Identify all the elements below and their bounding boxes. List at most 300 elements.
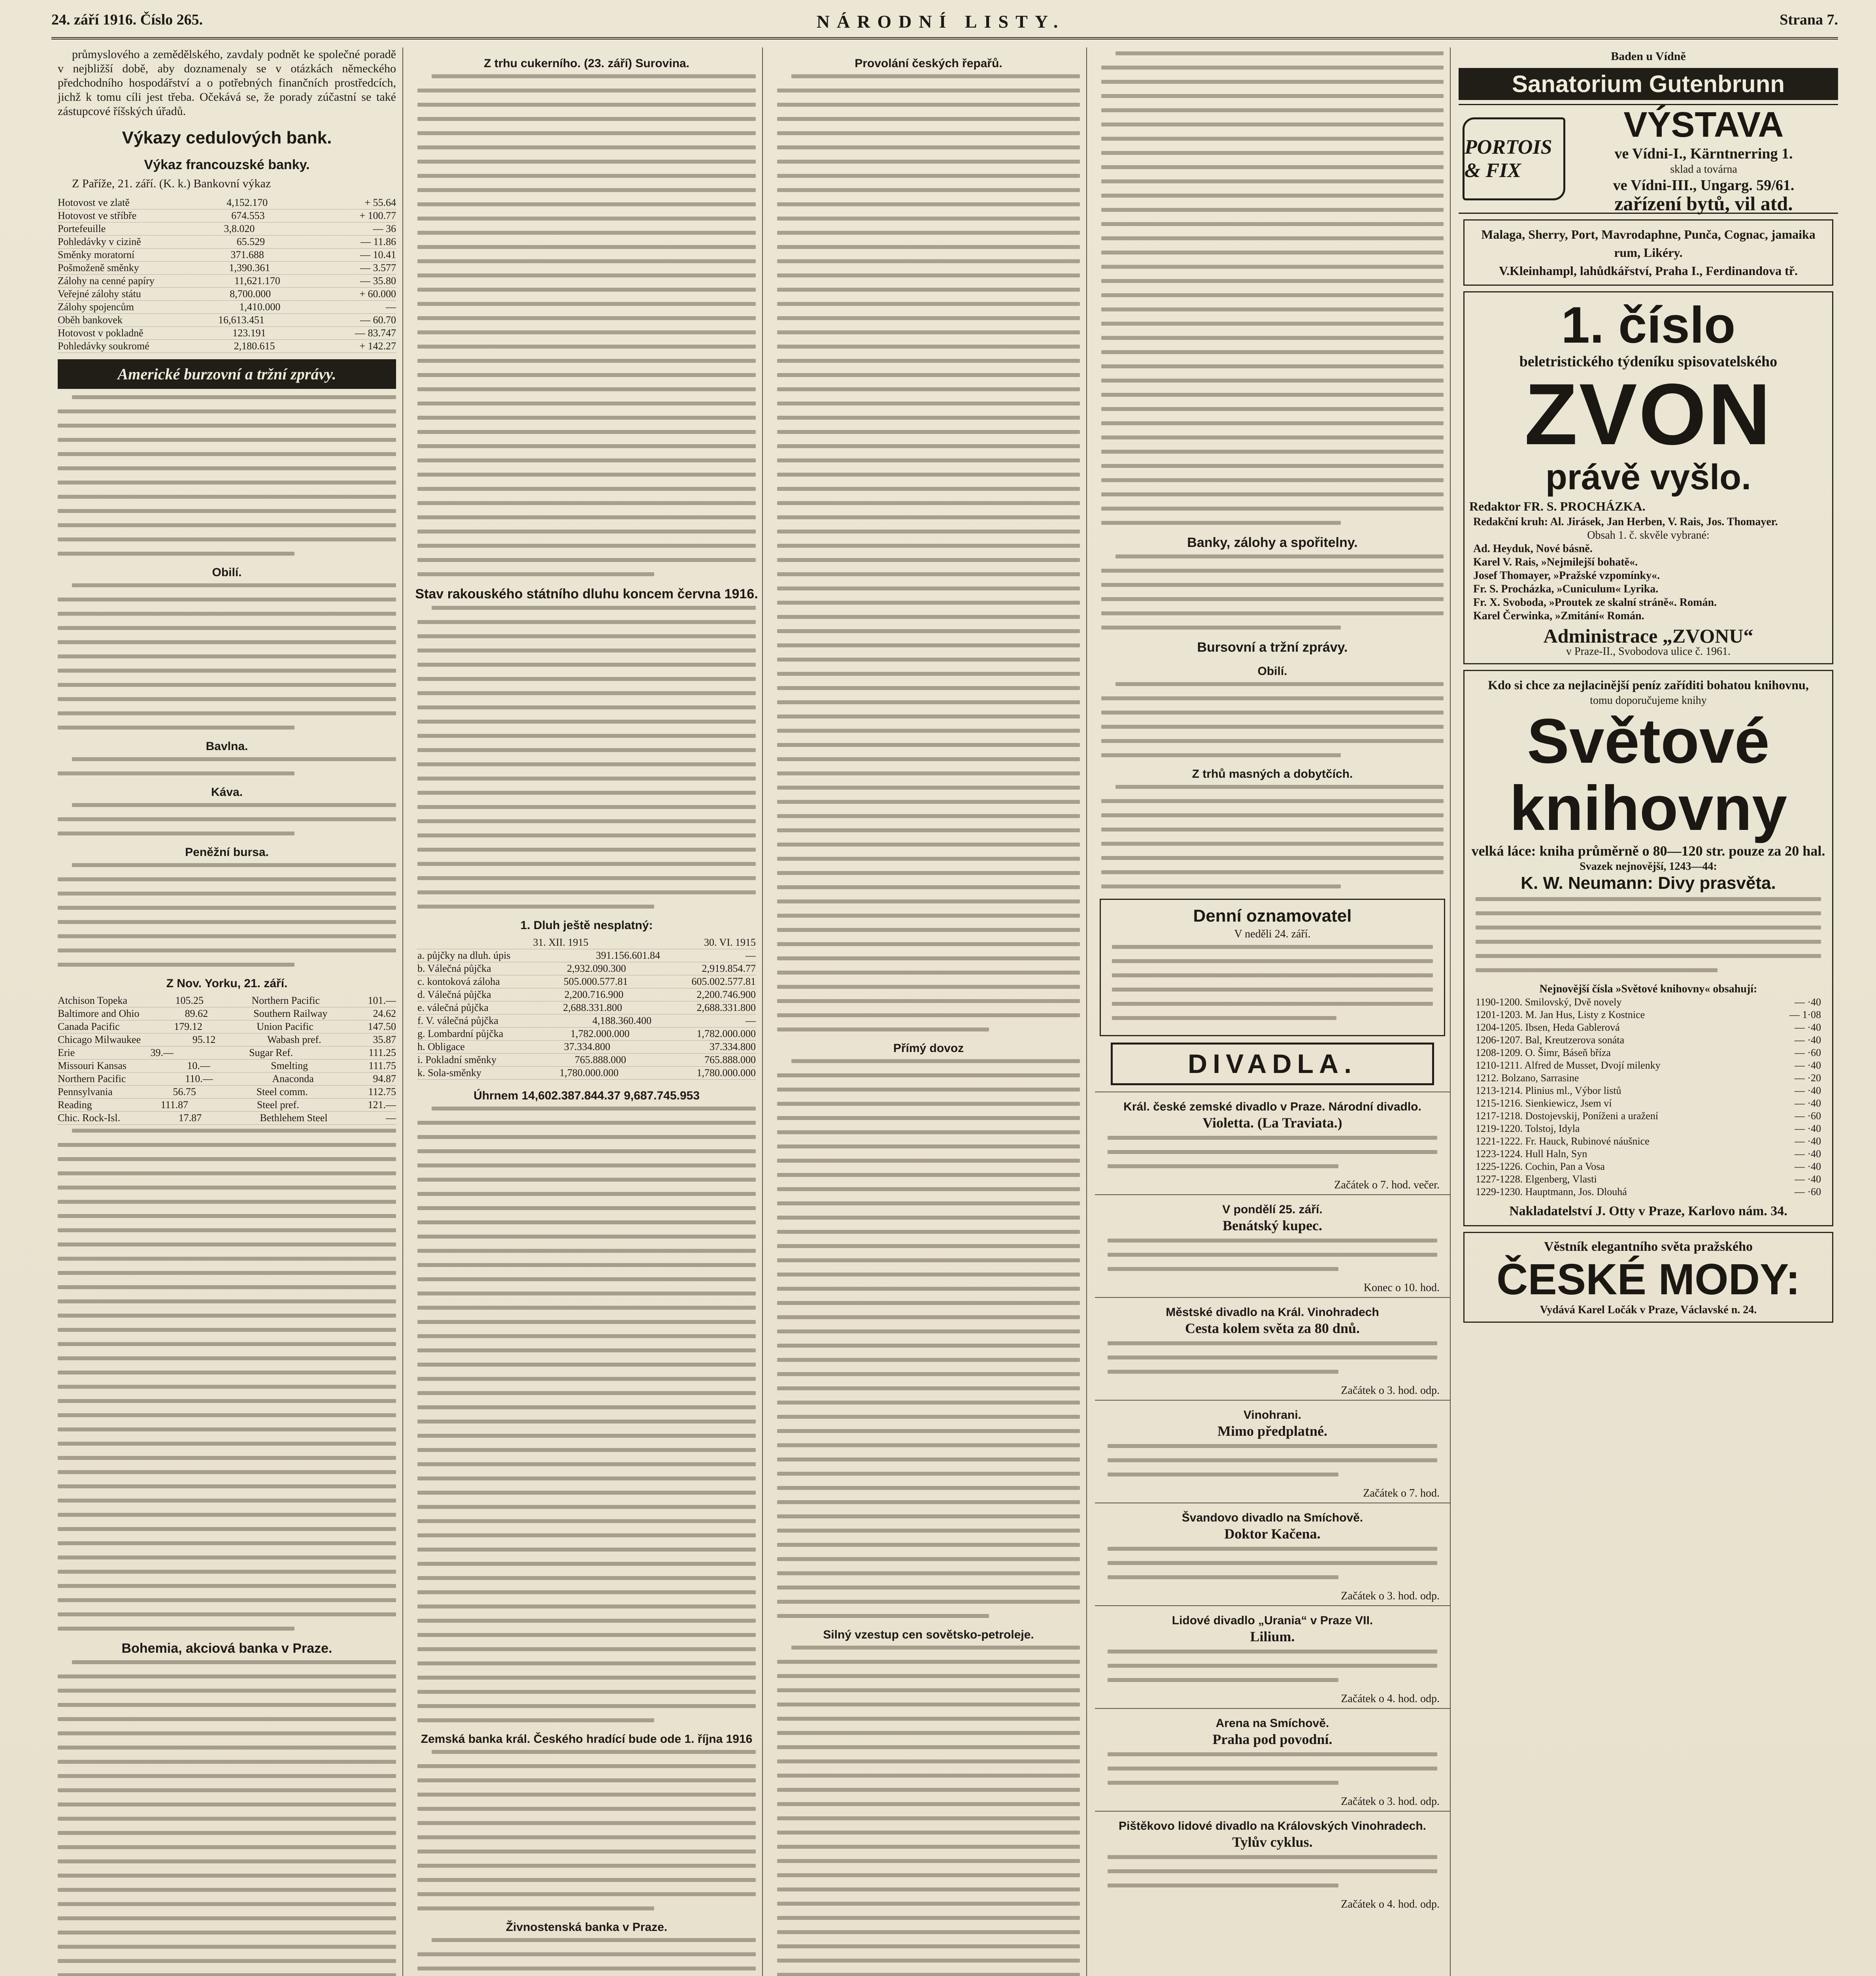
theatre-entry [1095,1297,1450,1400]
theatre-play: Cesta kolem světa za 80 dnů. [1185,1320,1360,1336]
table-cell: Chicago Milwaukee [58,1034,141,1045]
obsah-label: Obsah 1. č. skvěle vybrané: [1587,529,1710,541]
table-cell: Hotovost ve zlatě [58,197,130,208]
table-cell: — 3.577 [360,262,396,273]
column-3 [771,47,1087,1976]
table-cell: 147.50 [368,1021,396,1032]
table-cell: 121.— [368,1099,396,1111]
debt-row [417,1014,756,1028]
table-cell: Reading [58,1099,92,1111]
administrace: Administrace „ZVONU“ [1543,625,1753,647]
theatre-time: Konec o 10. hod. [1363,1282,1440,1294]
zvon-ad [1463,291,1833,664]
franc-row [58,249,396,262]
heading-stav-dluhu: Stav rakouského státního dluhu koncem června 1916. [415,586,758,601]
vystava-heading: VÝSTAVA [1623,105,1784,145]
debt-row [417,1054,756,1067]
heading-denni: Denní oznamovatel [1193,906,1352,926]
author-item: Fr. X. Svoboda, »Proutek ze skalní stráně«. Román. [1473,596,1717,609]
franc-row [58,236,396,249]
table-cell: 4,188.360.400 [592,1015,652,1026]
table-cell: k. Sola-směnky [417,1067,481,1079]
column-1 [51,47,403,1976]
theatre-name: Vinohrani. [1243,1408,1302,1422]
debt-header-row [417,936,756,949]
vystava-sub3: ve Vídni-III., Ungarg. 59/61. [1613,177,1795,194]
sanatorium-ad: Sanatorium Gutenbrunn [1459,68,1838,100]
table-cell: 605.002.577.81 [691,976,756,987]
table-cell: 65.529 [236,236,265,247]
table-cell: Portefeuille [58,223,106,234]
table-cell: — ·60 [1794,1110,1821,1122]
table-cell: + 142.27 [359,340,396,352]
table-cell: — ·40 [1794,1135,1821,1147]
table-cell: 1225-1226. Cochin, Pan a Vosa [1476,1161,1605,1172]
text-block [58,395,396,556]
table-cell: Northern Pacific [251,995,320,1006]
debt-row [417,1067,756,1080]
table-cell: Hotovost v pokladně [58,327,143,339]
theatre-time: Začátek o 4. hod. odp. [1341,1898,1440,1910]
table-cell: 35.87 [373,1034,396,1045]
ceske-mody-ad [1463,1232,1833,1323]
stocks-title: Z Nov. Yorku, 21. září. [166,977,288,990]
table-cell: 110.— [185,1073,213,1084]
book-item [1476,1046,1821,1059]
table-cell: Veřejné zálohy státu [58,288,141,300]
theatre-play: Praha pod povodní. [1212,1731,1332,1747]
table-cell: 2,200.716.900 [564,989,624,1000]
book-item [1476,1148,1821,1160]
table-cell: Missouri Kansas [58,1060,127,1071]
table-cell: 1213-1214. Plinius ml., Výbor listů [1476,1085,1621,1096]
table-cell: — [745,950,756,961]
author-item: Ad. Heyduk, Nové básně. [1473,543,1593,555]
book-item [1476,1059,1821,1072]
heading-trh-cukr: Z trhu cukerního. (23. září) Surovina. [483,57,690,70]
theatre-entry [1095,1092,1450,1194]
theatre-entry [1095,1811,1450,1914]
table-cell: 1223-1224. Hull Haln, Syn [1476,1148,1587,1160]
book-item [1476,1135,1821,1148]
book-item [1476,1186,1821,1198]
table-cell: — [386,1112,396,1124]
table-cell: Canada Pacific [58,1021,120,1032]
theatre-play: Violetta. (La Traviata.) [1202,1115,1342,1131]
table-cell: 765.888.000 [704,1054,756,1065]
table-cell: 1,410.000 [239,301,281,313]
table-cell: 3,8.020 [224,223,255,234]
table-cell: — ·40 [1794,1034,1821,1046]
text-block [1101,785,1444,888]
heading-zivnost: Živnostenská banka v Praze. [506,1921,668,1934]
table-cell: — 1·08 [1789,1009,1821,1020]
table-cell: 123.191 [232,327,266,339]
vystava-sub: ve Vídni-I., Kärntnerring 1. [1614,145,1793,162]
text-block [417,1938,756,1976]
stock-row [58,1099,396,1112]
theatre-time: Začátek o 7. hod. večer. [1334,1179,1440,1191]
theatre-play: Lilium. [1250,1629,1295,1644]
theatre-name: V pondělí 25. září. [1222,1203,1323,1216]
heading-banky: Banky, zálohy a spořitelny. [1187,535,1358,550]
heading-provolani: Provolání českých řepařů. [855,57,1002,70]
theatre-entry [1095,1605,1450,1708]
author-item: Karel Čerwinka, »Zmitání« Román. [1473,610,1644,622]
theatre-name: Městské divadlo na Král. Vinohradech [1166,1306,1379,1319]
ceske-mody-title: ČESKÉ MODY: [1496,1255,1800,1304]
table-cell: Pošmoženě směnky [58,262,139,273]
book-item [1476,1160,1821,1173]
debt-row [417,962,756,975]
table-cell: Steel comm. [256,1086,308,1097]
heading-americke: Americké burzovní a tržní zprávy. [58,359,396,389]
author-item: Karel V. Rais, »Nejmilejší bohatě«. [1473,556,1638,568]
table-cell: 1212. Bolzano, Sarrasine [1476,1072,1579,1084]
text-block [417,1107,756,1722]
neumann-address: Nakladatelství J. Otty v Praze, Karlovo nám. 34. [1509,1204,1787,1218]
debt-total: Úhrnem 14,602.387.844.37 9,687.745.953 [473,1089,700,1102]
table-cell: + 60.000 [359,288,396,300]
book-list [1469,996,1827,1198]
article-intro: průmyslového a zemědělského, zavdaly podnět ke společné poradě v nejbližší době, aby doznamenaly se v otázkách německého předchodního hospodářství a o potřebných finančních prostředcích, jichž k tomu cíli jest třeba. Očekává se, že porady zúčastní se také zástupcové říšských úřadů. [58,48,396,118]
table-cell: h. Obligace [417,1041,465,1052]
table-cell: Atchison Topeka [58,995,128,1006]
column-4 [1095,47,1451,1976]
redaktor: Redaktor FR. S. PROCHÁZKA. [1469,499,1646,513]
table-cell: — [745,1015,756,1026]
table-cell: 112.75 [368,1086,396,1097]
table-cell: 1,390.361 [229,262,270,273]
table-cell: 2,919.854.77 [702,963,756,974]
heading-primy: Přímý dovoz [893,1042,964,1055]
mody-publisher: Vydává Karel Ločák v Praze, Václavské n. 24. [1540,1304,1757,1316]
newspaper-title: NÁRODNÍ LISTY. [816,11,1065,32]
column-2 [411,47,763,1976]
table-cell: — ·60 [1794,1186,1821,1197]
porteis-logo: PORTOIS & FIX [1463,117,1565,200]
text-block [417,606,756,909]
table-cell: 39.— [150,1047,174,1058]
table-cell: 10.— [187,1060,210,1071]
table-cell: Zálohy spojencům [58,301,134,313]
heading-zemska: Zemská banka král. Českého hradící bude ode 1. října 1916 [421,1733,753,1746]
book-item [1476,1173,1821,1186]
franc-row [58,301,396,314]
malaga-ad [1463,219,1833,286]
table-cell: 101.— [368,995,396,1006]
franc-row [58,262,396,275]
table-cell: 674.553 [231,210,265,221]
table-cell: 1,782.000.000 [696,1028,756,1039]
denni-oznamovatel [1100,899,1445,1036]
theatre-time: Začátek o 7. hod. [1363,1487,1440,1499]
theatre-entry [1095,1194,1450,1297]
baden-label: Baden u Vídně [1611,50,1686,63]
svazek: Svazek nejnovější, 1243—44: [1580,860,1717,873]
table-cell: — ·40 [1794,1097,1821,1109]
debt-row [417,988,756,1001]
table-cell: 1217-1218. Dostojevskij, Poníženi a uražení [1476,1110,1659,1122]
table-cell: 8,700.000 [230,288,271,300]
svetove-knihovny-title: Světové knihovny [1509,705,1787,843]
table-cell: 31. XII. 1915 [533,937,589,948]
zvon-title: ZVON [1524,366,1772,463]
table-cell: 56.75 [173,1086,196,1097]
table-cell: Baltimore and Ohio [58,1008,140,1019]
books-title: Nejnovější čísla »Světové knihovny« obsahují: [1539,983,1757,995]
table-cell: 16,613.451 [218,314,264,326]
theatre-play: Benátský kupec. [1222,1218,1323,1233]
table-cell: g. Lombardní půjčka [417,1028,504,1039]
svetove-knihovny-ad [1463,670,1833,1226]
heading-kava: Káva. [211,786,243,799]
table-cell: — ·40 [1794,1060,1821,1071]
table-cell: — ·60 [1794,1047,1821,1058]
table-cell: 11,621.170 [234,275,280,287]
franc-row [58,275,396,288]
kw-neumann: K. W. Neumann: Divy prasvěta. [1521,873,1776,893]
table-cell: 391.156.601.84 [596,950,660,961]
franc-row [58,288,396,301]
text-block [58,1660,396,1976]
stock-row [58,1033,396,1046]
table-cell: b. Válečná půjčka [417,963,491,974]
heading-vykazy: Výkazy cedulových bank. [122,128,332,147]
table-cell: 2,200.746.900 [696,989,756,1000]
table-cell: — ·40 [1794,1148,1821,1160]
table-cell: Steel pref. [257,1099,299,1111]
text-block [1101,51,1444,525]
text-block [1101,682,1444,757]
table-cell: 1229-1230. Hauptmann, Jos. Dlouhá [1476,1186,1627,1197]
franc-row [58,222,396,236]
table-cell: 2,932.090.300 [567,963,626,974]
stock-row [58,1060,396,1073]
table-cell: — ·40 [1794,996,1821,1008]
table-cell: 4,152.170 [226,197,268,208]
table-cell: 1227-1228. Elgenberg, Vlasti [1476,1173,1597,1185]
table-cell: c. kontoková záloha [417,976,500,987]
heading-obili-4: Obilí. [1257,665,1287,678]
text-block [417,1750,756,1910]
table-cell: 17.87 [178,1112,202,1124]
stock-row [58,1020,396,1033]
franc-row [58,209,396,222]
debt-row [417,1001,756,1014]
table-cell: 111.75 [368,1060,396,1071]
table-cell: 24.62 [373,1008,396,1019]
book-item [1476,1072,1821,1084]
table-cell: — 36 [373,223,396,234]
author-list [1469,542,1827,623]
stock-table [51,994,402,1125]
table-cell: 1204-1205. Ibsen, Heda Gablerová [1476,1022,1620,1033]
malaga-seller: V.Kleinhampl, lahůdkářství, Praha I., Ferdinandova tř. [1499,264,1798,278]
divadla-heading: DIVADLA. [1111,1043,1434,1085]
book-item [1476,996,1821,1009]
denni-date: V neděli 24. září. [1234,928,1311,940]
prave-vyslo: právě vyšlo. [1545,458,1751,497]
table-cell: — ·40 [1794,1173,1821,1185]
stock-row [58,1007,396,1020]
cislo-heading: 1. číslo [1561,296,1736,354]
table-cell: a. půjčky na dluh. úpis [417,950,511,961]
table-cell: Oběh bankovek [58,314,123,326]
author-item: Fr. S. Procházka, »Cuniculum« Lyrika. [1473,583,1659,595]
table-cell: Anaconda [272,1073,314,1084]
franc-row [58,196,396,209]
table-cell: — 60.70 [360,314,396,326]
theatre-name: Pištěkovo lidové divadlo na Královských Vinohradech. [1118,1820,1427,1833]
debt-row [417,975,756,988]
theatre-list [1095,1092,1450,1914]
text-block [58,583,396,730]
heading-obili: Obilí. [212,566,242,579]
heading-bursovni: Bursovní a tržní zprávy. [1197,640,1348,655]
franc-intro: Z Paříže, 21. září. (K. k.) Bankovní výkaz [72,177,271,190]
stock-row [58,994,396,1007]
table-cell: 37.334.800 [564,1041,610,1052]
table-cell: 89.62 [185,1008,208,1019]
debt-row [417,1028,756,1041]
heading-trh-mas: Z trhů masných a dobytčích. [1192,767,1353,781]
table-cell: Pohledávky soukromé [58,340,149,352]
table-cell: Smelting [271,1060,308,1071]
table-cell: 2,688.331.800 [563,1002,622,1013]
table-cell: Southern Railway [253,1008,328,1019]
theatre-play: Doktor Kačena. [1224,1526,1321,1542]
heading-penezni: Peněžní bursa. [185,846,269,859]
table-cell: 505.000.577.81 [563,976,628,987]
table-cell: 1219-1220. Tolstoj, Idyla [1476,1123,1580,1134]
text-block [417,74,756,576]
table-cell: Erie [58,1047,75,1058]
table-cell: Pohledávky v cizině [58,236,141,247]
book-item [1476,1034,1821,1046]
theatre-time: Začátek o 3. hod. odp. [1341,1590,1440,1602]
text-block [58,1129,396,1631]
table-cell: Union Pacific [257,1021,313,1032]
table-cell: Wabash pref. [267,1034,321,1045]
table-cell: — 35.80 [360,275,396,287]
redaktor-kruh: Redakční kruh: Al. Jirásek, Jan Herben, V. Rais, Jos. Thomayer. [1473,516,1778,528]
stock-row [58,1046,396,1060]
table-cell: 1190-1200. Smilovský, Dvě novely [1476,996,1622,1008]
table-cell: + 55.64 [364,197,396,208]
page-number: Strana 7. [1780,11,1838,28]
stock-row [58,1073,396,1086]
table-cell: Chic. Rock-Isl. [58,1112,121,1124]
malaga-text: Malaga, Sherry, Port, Mavrodaphne, Punča, Cognac, jamaika rum, Likéry. [1481,227,1816,260]
book-item [1476,1110,1821,1122]
table-cell: 1208-1209. O. Šimr, Báseň bříza [1476,1047,1611,1058]
theatre-play: Tylův cyklus. [1232,1834,1313,1850]
table-cell: 1210-1211. Alfred de Musset, Dvojí milenky [1476,1060,1661,1071]
theatre-play: Mimo předplatné. [1217,1423,1327,1439]
theatre-name: Lidové divadlo „Urania“ v Praze VII. [1172,1614,1373,1627]
table-cell: Zálohy na cenné papíry [58,275,155,287]
kdo-text-2: tomu doporučujeme knihy [1590,694,1707,707]
table-cell: 1215-1216. Sienkiewicz, Jsem ví [1476,1097,1612,1109]
book-item [1476,1084,1821,1097]
theatre-entry [1095,1708,1450,1811]
table-cell: 2,688.331.800 [696,1002,756,1013]
book-item [1476,1122,1821,1135]
masthead [51,8,1838,40]
kdo-text: Kdo si chce za nejlacinější peníz zaříditi bohatou knihovnu, [1488,678,1809,692]
table-cell: Northern Pacific [58,1073,126,1084]
issue-date: 24. září 1916. Číslo 265. [51,11,203,28]
text-block [777,1646,1080,1976]
table-cell: Bethlehem Steel [260,1112,328,1124]
theatre-time: Začátek o 4. hod. odp. [1341,1693,1440,1705]
book-item [1476,1021,1821,1034]
table-cell: 1206-1207. Bal, Kreutzerova sonáta [1476,1034,1625,1046]
table-cell: 1,780.000.000 [559,1067,619,1079]
vystava-sub2: sklad a továrna [1670,163,1737,175]
heading-dluh: 1. Dluh ještě nesplatný: [520,919,653,932]
franc-bank-table [51,196,402,353]
table-cell: — [385,301,396,313]
theatre-time: Začátek o 3. hod. odp. [1341,1384,1440,1397]
table-cell: 1201-1203. M. Jan Hus, Listy z Kostnice [1476,1009,1645,1020]
cislo-sub: beletristického týdeníku spisovatelského [1519,353,1778,370]
table-cell: e. válečná půjčka [417,1002,489,1013]
table-cell: 371.688 [230,249,264,260]
table-cell: — 10.41 [360,249,396,260]
stock-row [58,1086,396,1099]
theatre-name: Švandovo divadlo na Smíchově. [1181,1511,1363,1524]
table-cell: — 11.86 [360,236,396,247]
zarizeni: zařízení bytů, vil atd. [1614,192,1793,215]
table-cell: Pennsylvania [58,1086,113,1097]
table-cell: 765.888.000 [575,1054,627,1065]
text-block [777,1059,1080,1618]
stock-row [58,1112,396,1125]
author-item: Josef Thomayer, »Pražské vzpomínky«. [1473,569,1660,582]
theatre-entry [1095,1503,1450,1605]
franc-row [58,340,396,353]
heading-bohemia: Bohemia, akciová banka v Praze. [121,1641,332,1656]
vestnik: Věstník elegantního světa pražského [1544,1239,1753,1254]
book-item [1476,1097,1821,1110]
table-cell: 2,180.615 [234,340,275,352]
table-cell: — ·40 [1794,1161,1821,1172]
franc-row [58,314,396,327]
table-cell: 1221-1222. Fr. Hauck, Rubinové náušnice [1476,1135,1650,1147]
table-cell: Směnky moratorní [58,249,135,260]
debt-row [417,1041,756,1054]
table-cell: + 100.77 [359,210,396,221]
text-block [1101,554,1444,630]
table-cell: i. Pokladní směnky [417,1054,497,1065]
heading-bavlna: Bavlna. [206,740,248,753]
theatre-name: Král. české zemské divadlo v Praze. Národní divadlo. [1123,1100,1421,1113]
table-cell: 94.87 [373,1073,396,1084]
table-cell: — ·40 [1794,1123,1821,1134]
table-cell: 105.25 [175,995,204,1006]
table-cell: 1,780.000.000 [696,1067,756,1079]
column-5 [1459,47,1838,1976]
table-cell: — ·40 [1794,1022,1821,1033]
table-cell: — ·20 [1794,1072,1821,1084]
table-cell: 179.12 [174,1021,202,1032]
heading-silny: Silný vzestup cen sovětsko-petroleje. [823,1628,1034,1641]
table-cell: — 83.747 [355,327,396,339]
porteis-ad [1459,104,1838,214]
theatre-entry [1095,1400,1450,1503]
